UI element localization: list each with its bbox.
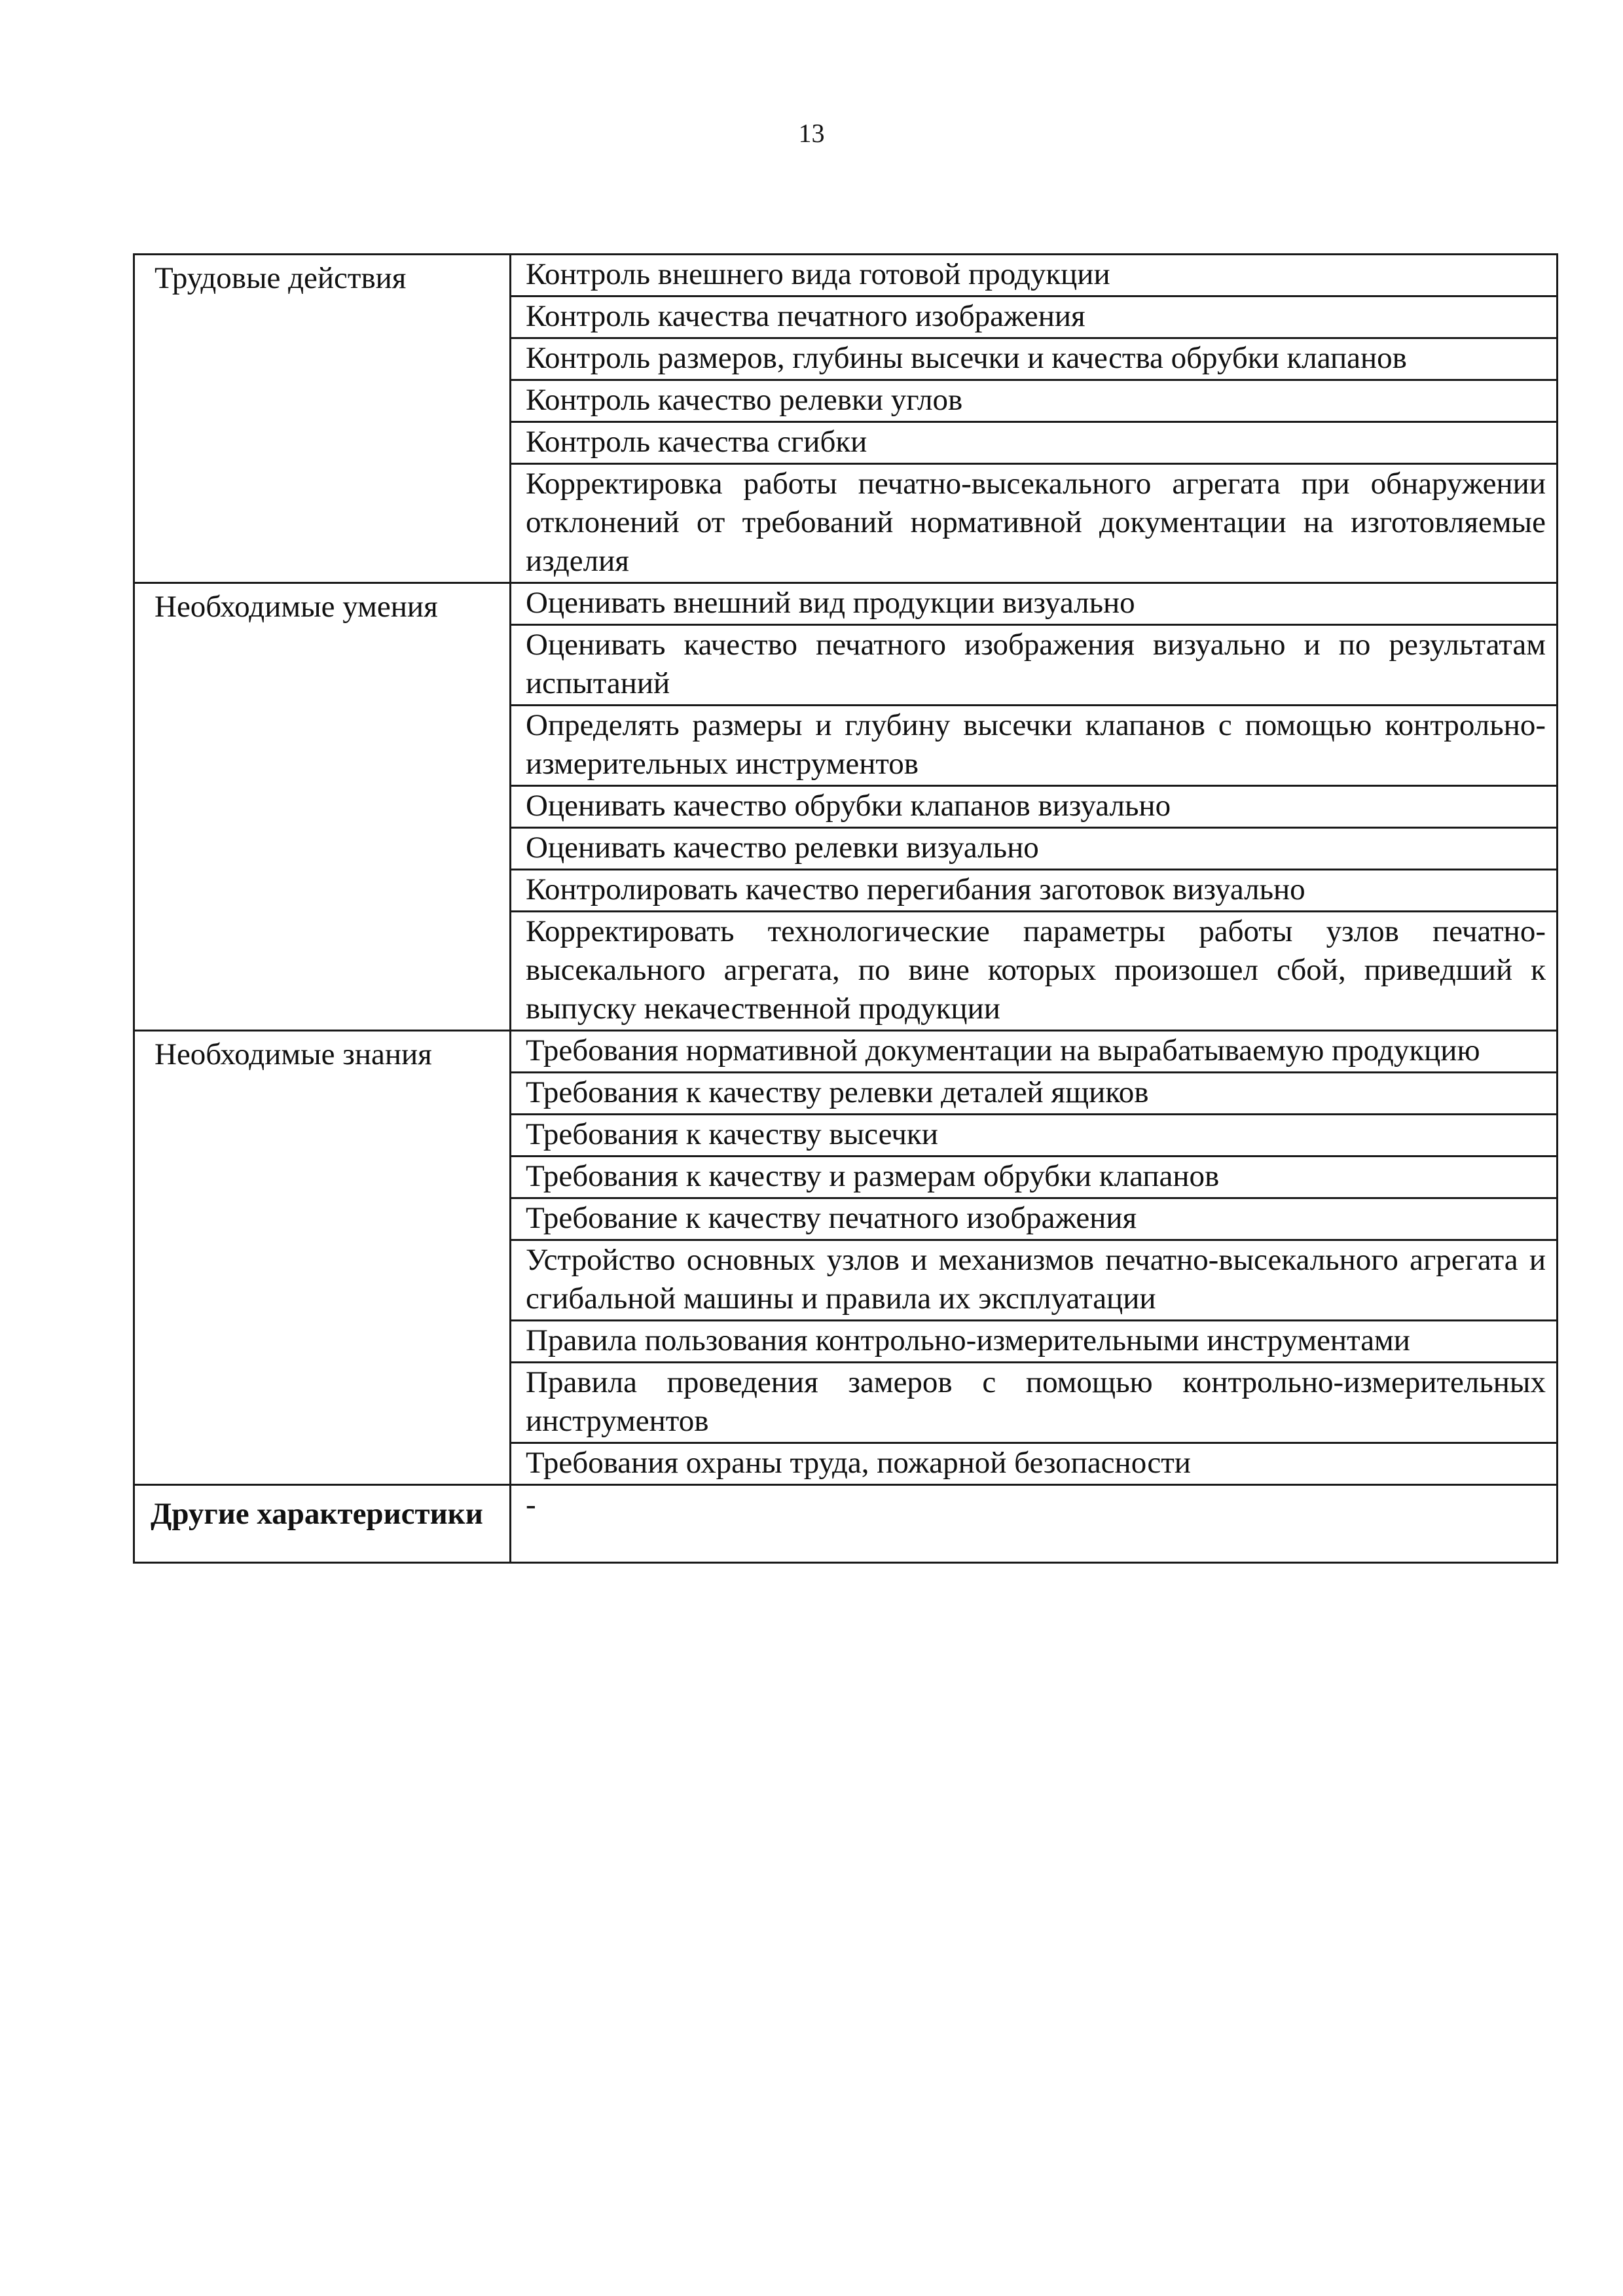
section-item: Корректировка работы печатно-высекального агрегата при обнаружении отклонений от требований нормативной документации на изготовляемые изделия: [511, 464, 1558, 583]
other-characteristics-row: [134, 1485, 1558, 1563]
section-item: Требование к качеству печатного изображения: [511, 1198, 1558, 1240]
section-item: Контролировать качество перегибания заготовок визуально: [511, 870, 1558, 912]
section-item: Устройство основных узлов и механизмов печатно-высекального агрегата и сгибальной машины и правила их эксплуатации: [511, 1240, 1558, 1321]
section-item: Оценивать качество обрубки клапанов визуально: [511, 786, 1558, 828]
section-item: Требования к качеству релевки деталей ящиков: [511, 1073, 1558, 1115]
section-item: Оценивать качество печатного изображения визуально и по результатам испытаний: [511, 625, 1558, 706]
section-item: Контроль качества сгибки: [511, 422, 1558, 464]
section-item: Корректировать технологические параметры работы узлов печатно-высекального агрегата, по вине которых произошел сбой, приведший к выпуску некачественной продукции: [511, 912, 1558, 1031]
section-item: Оценивать внешний вид продукции визуально: [511, 583, 1558, 625]
section-item: Оценивать качество релевки визуально: [511, 828, 1558, 870]
section-title: Необходимые умения: [134, 583, 511, 1031]
section-item: Требования охраны труда, пожарной безопасности: [511, 1443, 1558, 1485]
section-title: Необходимые знания: [134, 1031, 511, 1485]
other-characteristics-title: Другие характеристики: [134, 1485, 511, 1563]
qualification-table: [133, 253, 1558, 1564]
section-item: Требования нормативной документации на вырабатываемую продукцию: [511, 1031, 1558, 1073]
section-item: Требования к качеству и размерам обрубки клапанов: [511, 1157, 1558, 1198]
qualification-table-body: [134, 255, 1558, 1563]
section-item: Контроль внешнего вида готовой продукции: [511, 255, 1558, 296]
section-item: Правила проведения замеров с помощью контрольно-измерительных инструментов: [511, 1363, 1558, 1443]
section-item: Контроль качества печатного изображения: [511, 296, 1558, 338]
other-characteristics-value: -: [511, 1485, 1558, 1563]
section-item: Контроль размеров, глубины высечки и качества обрубки клапанов: [511, 338, 1558, 380]
table-row: [134, 583, 1558, 625]
section-item: Правила пользования контрольно-измерительными инструментами: [511, 1321, 1558, 1363]
section-title: Трудовые действия: [134, 255, 511, 583]
table-row: [134, 255, 1558, 296]
table-row: [134, 1031, 1558, 1073]
section-item: Требования к качеству высечки: [511, 1115, 1558, 1157]
section-item: Определять размеры и глубину высечки клапанов с помощью контрольно-измерительных инструментов: [511, 706, 1558, 786]
page-number: 13: [798, 118, 825, 148]
section-item: Контроль качество релевки углов: [511, 380, 1558, 422]
